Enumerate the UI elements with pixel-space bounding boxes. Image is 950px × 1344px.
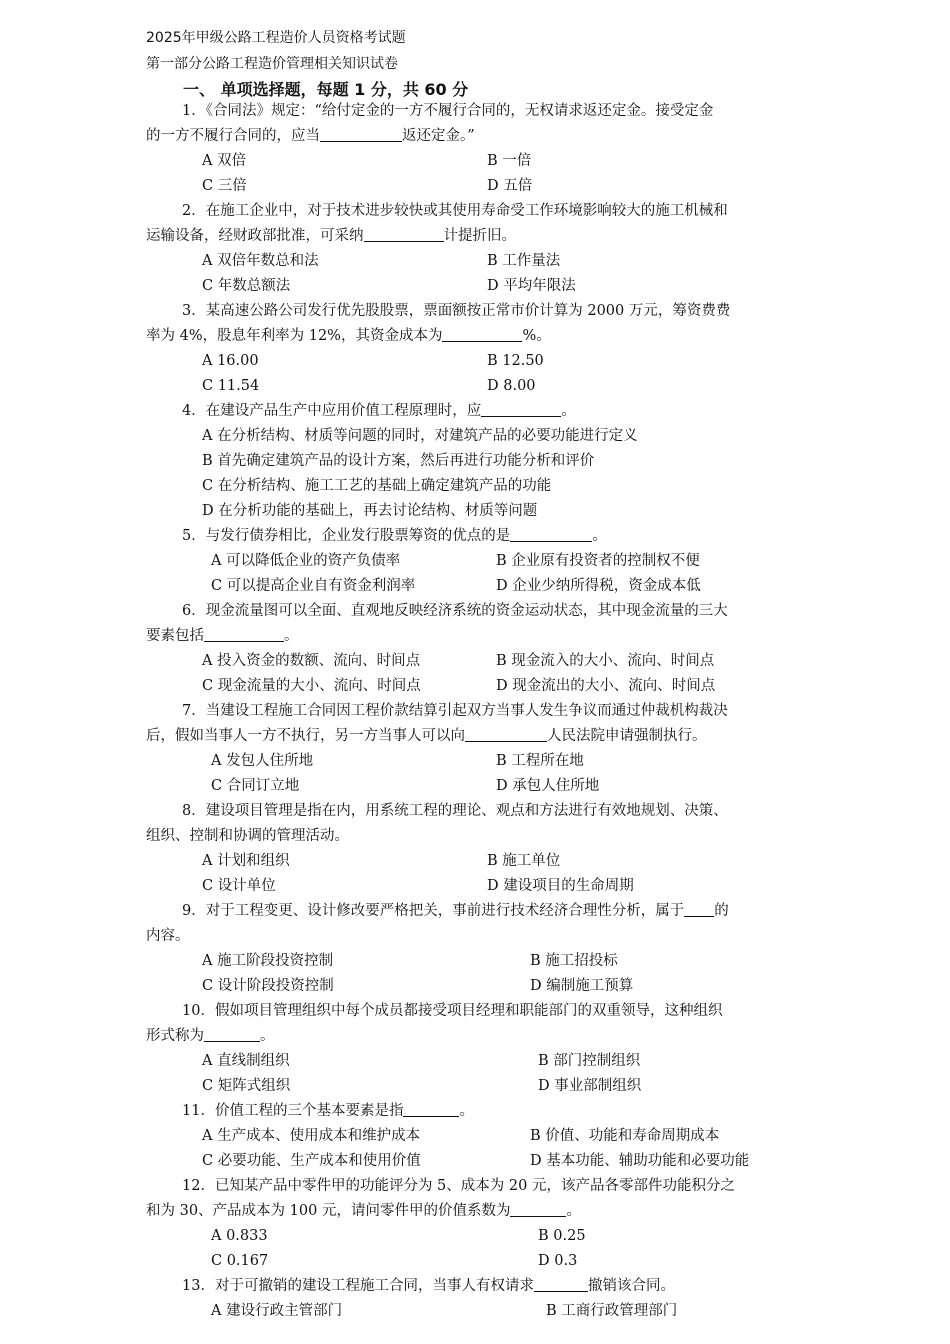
option-13b[interactable]: B 工商行政管理部门 <box>546 1303 678 1319</box>
question-10-cont: 形式称为 。 <box>146 1024 808 1049</box>
option-10d[interactable]: D 事业部制组织 <box>538 1078 642 1094</box>
option-3b[interactable]: B 12.50 <box>487 353 544 369</box>
option-1c[interactable]: C 三倍 <box>202 178 247 194</box>
question-6-cont: 要素包括 。 <box>146 624 808 649</box>
option-9c[interactable]: C 设计阶段投资控制 <box>202 978 334 994</box>
option-11c[interactable]: C 必要功能、生产成本和使用价值 <box>202 1153 421 1169</box>
option-1d[interactable]: D 五倍 <box>487 178 533 194</box>
option-1b[interactable]: B 一倍 <box>487 153 532 169</box>
option-9b[interactable]: B 施工招投标 <box>530 953 618 969</box>
answer-blank <box>403 1100 459 1117</box>
option-1a[interactable]: A 双倍 <box>202 153 247 169</box>
answer-blank <box>204 625 284 642</box>
option-12a[interactable]: A 0.833 <box>211 1228 268 1244</box>
option-11a[interactable]: A 生产成本、使用成本和维护成本 <box>202 1128 421 1144</box>
question-7-cont: 后，假如当事人一方不执行，另一方当事人可以向 人民法院申请强制执行。 <box>146 724 808 749</box>
part-title: 第一部分公路工程造价管理相关知识试卷 <box>146 56 398 72</box>
answer-blank <box>364 225 444 242</box>
option-5a[interactable]: A 可以降低企业的资产负债率 <box>211 553 401 569</box>
answer-blank <box>442 325 522 342</box>
question-2-cont: 运输设备，经财政部批准，可采纳 计提折旧。 <box>146 224 808 249</box>
question-8: 8．建设项目管理是指在内，用系统工程的理论、观点和方法进行有效地规划、决策、 <box>182 803 728 819</box>
question-5: 5．与发行债券相比，企业发行股票筹资的优点的是 。 <box>146 524 844 549</box>
option-4d[interactable]: D 在分析功能的基础上，再去讨论结构、材质等问题 <box>202 503 538 519</box>
option-8c[interactable]: C 设计单位 <box>202 878 276 894</box>
question-3: 3．某高速公路公司发行优先股股票，票面额按正常市价计算为 2000 万元，筹资费费 <box>182 303 731 319</box>
option-8a[interactable]: A 计划和组织 <box>202 853 290 869</box>
option-3d[interactable]: D 8.00 <box>487 378 536 394</box>
option-6c[interactable]: C 现金流量的大小、流向、时间点 <box>202 678 421 694</box>
question-3-cont: 率为 4%，股息年利率为 12%，其资金成本为 %。 <box>146 324 808 349</box>
option-7a[interactable]: A 发包人住所地 <box>211 753 314 769</box>
exam-title: 2025年甲级公路工程造价人员资格考试题 <box>146 30 406 46</box>
option-12b[interactable]: B 0.25 <box>538 1228 586 1244</box>
question-12-cont: 和为 30、产品成本为 100 元，请问零件甲的价值系数为 。 <box>146 1199 808 1224</box>
answer-blank <box>510 1200 566 1217</box>
answer-blank <box>481 400 561 417</box>
option-11b[interactable]: B 价值、功能和寿命周期成本 <box>530 1128 720 1144</box>
question-7: 7．当建设工程施工合同因工程价款结算引起双方当事人发生争议而通过仲裁机构裁决 <box>182 703 728 719</box>
answer-blank <box>510 525 592 542</box>
option-9d[interactable]: D 编制施工预算 <box>530 978 634 994</box>
option-12c[interactable]: C 0.167 <box>211 1253 269 1269</box>
option-2c[interactable]: C 年数总额法 <box>202 278 291 294</box>
question-8-cont: 组织、控制和协调的管理活动。 <box>146 828 349 844</box>
option-13a[interactable]: A 建设行政主管部门 <box>211 1303 343 1319</box>
answer-blank <box>684 900 714 917</box>
option-11d[interactable]: D 基本功能、辅助功能和必要功能 <box>530 1153 750 1169</box>
option-4b[interactable]: B 首先确定建筑产品的设计方案，然后再进行功能分析和评价 <box>202 453 595 469</box>
option-3a[interactable]: A 16.00 <box>202 353 259 369</box>
option-5d[interactable]: D 企业少纳所得税，资金成本低 <box>496 578 701 594</box>
option-7b[interactable]: B 工程所在地 <box>496 753 584 769</box>
question-6: 6．现金流量图可以全面、直观地反映经济系统的资金运动状态，其中现金流量的三大 <box>182 603 728 619</box>
option-2d[interactable]: D 平均年限法 <box>487 278 576 294</box>
question-9-cont: 内容。 <box>146 928 190 944</box>
option-6d[interactable]: D 现金流出的大小、流向、时间点 <box>496 678 716 694</box>
option-6a[interactable]: A 投入资金的数额、流向、时间点 <box>202 653 421 669</box>
section-title: 一、 单项选择题，每题 1 分，共 60 分 <box>183 80 469 99</box>
question-12: 12．已知某产品中零件甲的功能评分为 5、成本为 20 元，该产品各零部件功能积分之 <box>182 1178 735 1194</box>
option-3c[interactable]: C 11.54 <box>202 378 260 394</box>
option-4c[interactable]: C 在分析结构、施工工艺的基础上确定建筑产品的功能 <box>202 478 552 494</box>
option-7c[interactable]: C 合同订立地 <box>211 778 300 794</box>
answer-blank <box>534 1275 588 1292</box>
answer-blank <box>465 725 547 742</box>
question-11: 11．价值工程的三个基本要素是指 。 <box>146 1099 844 1124</box>
option-8d[interactable]: D 建设项目的生命周期 <box>487 878 634 894</box>
question-9: 9．对于工程变更、设计修改要严格把关，事前进行技术经济合理性分析，属于 的 <box>146 899 844 924</box>
option-7d[interactable]: D 承包人住所地 <box>496 778 600 794</box>
question-4: 4．在建设产品生产中应用价值工程原理时，应 。 <box>146 399 844 424</box>
option-12d[interactable]: D 0.3 <box>538 1253 578 1269</box>
answer-blank <box>320 125 402 142</box>
option-10b[interactable]: B 部门控制组织 <box>538 1053 641 1069</box>
option-6b[interactable]: B 现金流入的大小、流向、时间点 <box>496 653 715 669</box>
option-9a[interactable]: A 施工阶段投资控制 <box>202 953 334 969</box>
answer-blank <box>204 1025 260 1042</box>
option-10c[interactable]: C 矩阵式组织 <box>202 1078 291 1094</box>
question-10: 10．假如项目管理组织中每个成员都接受项目经理和职能部门的双重领导，这种组织 <box>182 1003 723 1019</box>
question-2: 2．在施工企业中，对于技术进步较快或其使用寿命受工作环境影响较大的施工机械和 <box>182 203 728 219</box>
option-2a[interactable]: A 双倍年数总和法 <box>202 253 319 269</box>
question-1-cont: 的一方不履行合同的，应当 返还定金。” <box>146 124 808 149</box>
option-4a[interactable]: A 在分析结构、材质等问题的同时，对建筑产品的必要功能进行定义 <box>202 428 638 444</box>
option-5b[interactable]: B 企业原有投资者的控制权不便 <box>496 553 700 569</box>
option-8b[interactable]: B 施工单位 <box>487 853 561 869</box>
option-5c[interactable]: C 可以提高企业自有资金利润率 <box>211 578 416 594</box>
question-1: 1．《合同法》规定：“给付定金的一方不履行合同的，无权请求返还定金。接受定金 <box>182 103 714 119</box>
option-2b[interactable]: B 工作量法 <box>487 253 561 269</box>
option-10a[interactable]: A 直线制组织 <box>202 1053 290 1069</box>
question-13: 13．对于可撤销的建设工程施工合同，当事人有权请求 撤销该合同。 <box>146 1274 844 1299</box>
